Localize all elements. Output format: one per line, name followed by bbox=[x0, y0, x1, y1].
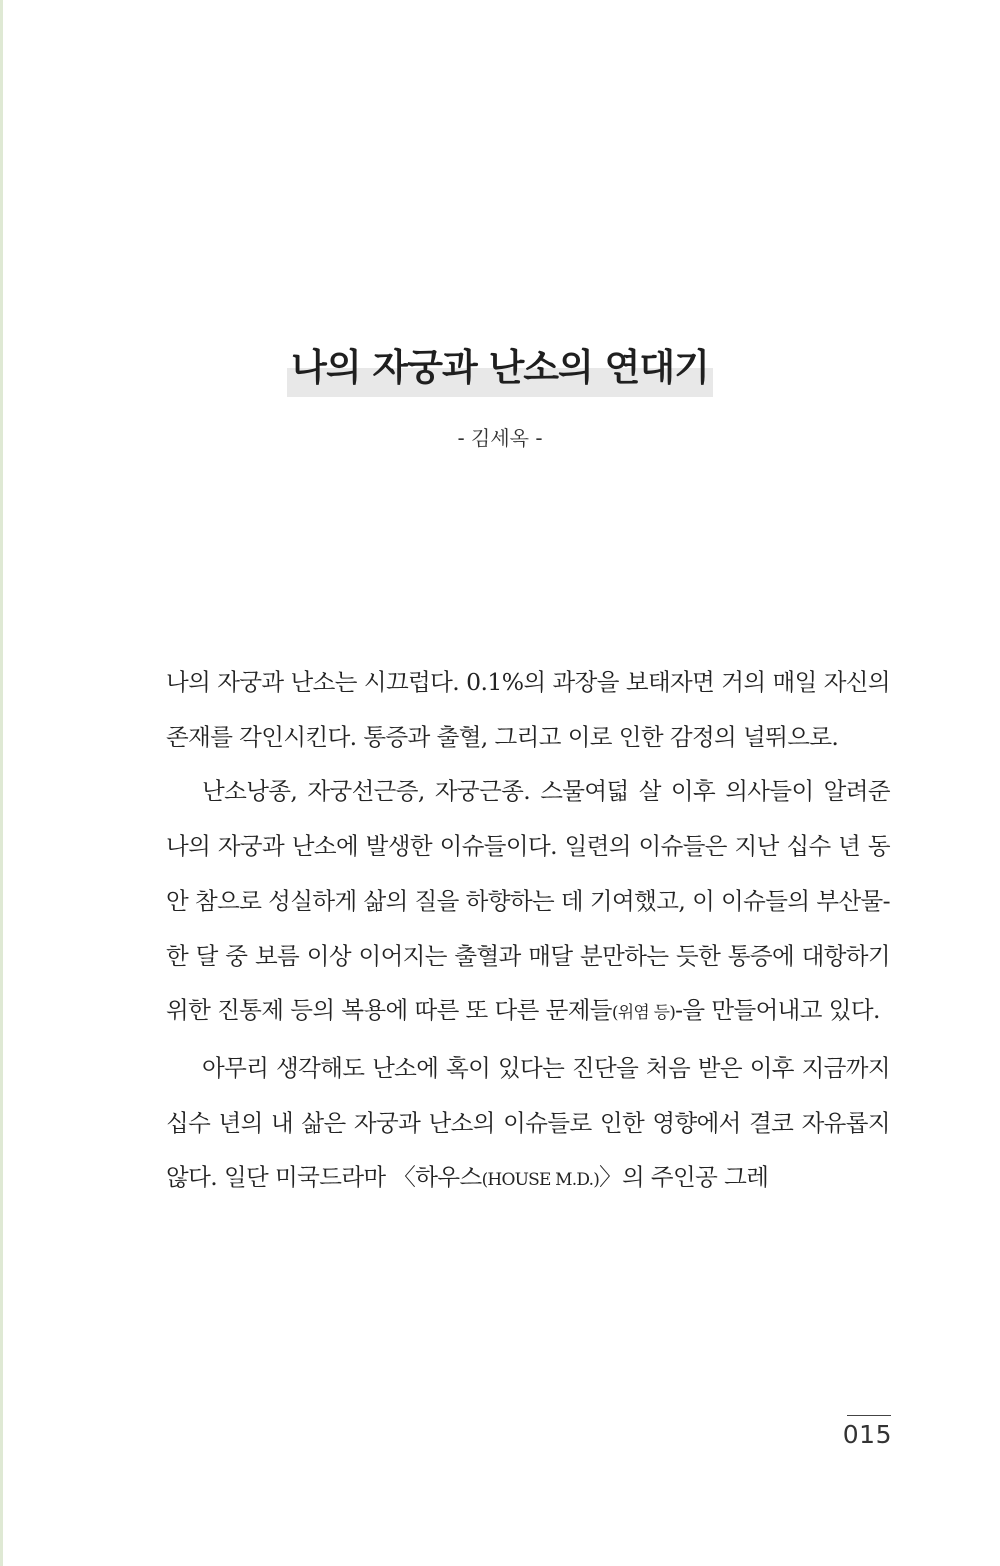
body-text bbox=[166, 655, 890, 1208]
paragraph-2-small: (위염 등) bbox=[611, 1003, 676, 1024]
chapter-title: 나의 자궁과 난소의 연대기 bbox=[287, 337, 713, 397]
author-name: - 김세옥 - bbox=[457, 426, 543, 450]
page-number: 015 bbox=[842, 1420, 892, 1449]
paragraph-1 bbox=[166, 655, 890, 764]
paragraph-3-text: 아무리 생각해도 난소에 혹이 있다는 진단을 처음 받은 이후 지금까지 십수 년의 내 삶은 자궁과 난소의 이슈들로 인한 영향에서 결코 자유롭지 않다. 일단 미국드라마 〈하우스 bbox=[166, 1053, 890, 1192]
paragraph-3 bbox=[166, 1041, 890, 1208]
page-edge bbox=[0, 0, 3, 1566]
paragraph-2-text: 난소낭종, 자궁선근증, 자궁근종. 스물여덟 살 이후 의사들이 알려준 나의 자궁과 난소에 발생한 이슈들이다. 일련의 이슈들은 지난 십수 년 동안 참으로 성실하게 삶의 질을 하향하는 데 기여했고, 이 이슈들의 부산물-한 달 중 보름 이상 이어지는 출혈과 매달 분만하는 듯한 통증에 대항하기 위한 진통제 등의 복용에 따른 또 다른 문제들 bbox=[166, 777, 890, 1025]
paragraph-3-after: 〉의 주인공 그레 bbox=[599, 1163, 769, 1192]
paragraph-1-text: 나의 자궁과 난소는 시끄럽다. 0.1%의 과장을 보태자면 거의 매일 자신의 존재를 각인시킨다. 통증과 출혈, 그리고 이로 인한 감정의 널뛰으로. bbox=[166, 668, 890, 751]
page-number-rule bbox=[847, 1415, 891, 1416]
paragraph-2-after: -을 만들어내고 있다. bbox=[675, 996, 880, 1025]
paragraph-3-small: (HOUSE M.D.) bbox=[481, 1170, 600, 1191]
paragraph-2 bbox=[166, 764, 890, 1041]
title-container bbox=[0, 337, 1000, 397]
